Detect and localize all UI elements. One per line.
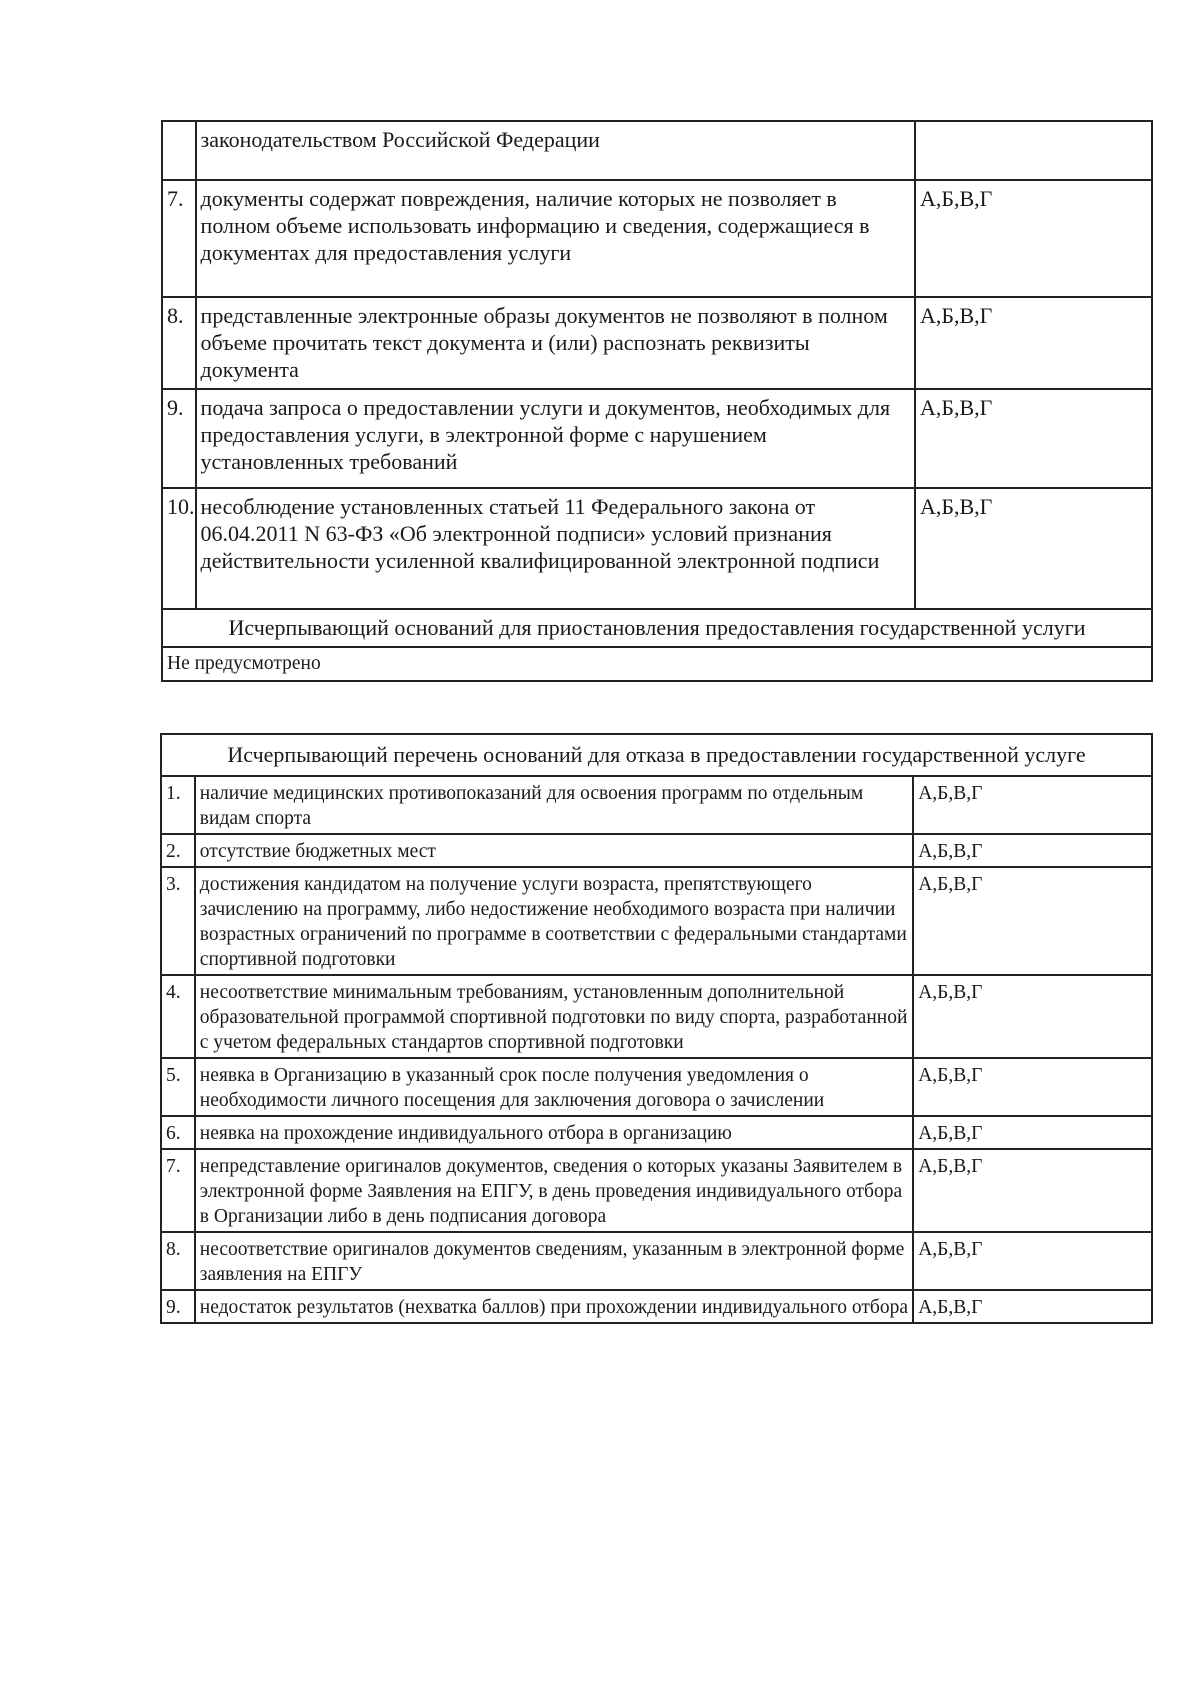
row-text-cell: неявка на прохождение индивидуального отбора в организацию bbox=[195, 1116, 913, 1149]
row-text-cell: несоответствие оригиналов документов сведениям, указанным в электронной форме заявления на ЕПГУ bbox=[195, 1232, 913, 1290]
row-text-cell: достижения кандидатом на получение услуги возраста, препятствующего зачислению на программу, либо недостижение необходимого возраста при наличии возрастных ограничений по программе в соответствии с федеральными стандартами спортивной подготовки bbox=[195, 867, 913, 975]
row-number-cell: 4. bbox=[161, 975, 195, 1058]
suspension-heading: Исчерпывающий оснований для приостановления предоставления государственной услуги bbox=[162, 609, 1152, 647]
row-number-cell: 3. bbox=[161, 867, 195, 975]
table-row bbox=[162, 180, 1152, 297]
row-codes-cell: А,Б,В,Г bbox=[915, 297, 1152, 389]
row-number-cell: 8. bbox=[162, 297, 196, 389]
row-number-cell: 9. bbox=[162, 389, 196, 488]
row-text-cell: несоблюдение установленных статьей 11 Федерального закона от 06.04.2011 N 63-ФЗ «Об электронной подписи» условий признания действительности усиленной квалифицированной электронной подписи bbox=[196, 488, 915, 609]
table-row bbox=[161, 1149, 1152, 1232]
table-row bbox=[161, 1116, 1152, 1149]
row-number-cell: 7. bbox=[161, 1149, 195, 1232]
row-codes-cell: А,Б,В,Г bbox=[913, 1290, 1152, 1323]
refusal-grounds-table bbox=[160, 733, 1153, 1324]
table-row bbox=[162, 297, 1152, 389]
row-text-cell: документы содержат повреждения, наличие которых не позволяет в полном объеме использовать информацию и сведения, содержащиеся в документах для предоставления услуги bbox=[196, 180, 915, 297]
row-text-cell: представленные электронные образы документов не позволяют в полном объеме прочитать текст документа и (или) распознать реквизиты документа bbox=[196, 297, 915, 389]
row-text-cell: законодательством Российской Федерации bbox=[196, 121, 915, 180]
table-row bbox=[161, 1058, 1152, 1116]
table-row bbox=[161, 1290, 1152, 1323]
row-text-cell: несоответствие минимальным требованиям, установленным дополнительной образовательной программой спортивной подготовки по виду спорта, разработанной с учетом федеральных стандартов спортивной подготовки bbox=[195, 975, 913, 1058]
row-codes-cell: А,Б,В,Г bbox=[913, 1116, 1152, 1149]
row-number-cell: 10. bbox=[162, 488, 196, 609]
row-codes-cell: А,Б,В,Г bbox=[913, 776, 1152, 834]
table-row bbox=[161, 776, 1152, 834]
row-number-cell: 7. bbox=[162, 180, 196, 297]
row-text-cell: непредставление оригиналов документов, сведения о которых указаны Заявителем в электронной форме Заявления на ЕПГУ, в день проведения индивидуального отбора в Организации либо в день подписания договора bbox=[195, 1149, 913, 1232]
table-row bbox=[162, 647, 1152, 681]
row-number-cell: 5. bbox=[161, 1058, 195, 1116]
table-row bbox=[161, 867, 1152, 975]
row-codes-cell: А,Б,В,Г bbox=[913, 1232, 1152, 1290]
row-codes-cell: А,Б,В,Г bbox=[915, 488, 1152, 609]
row-codes-cell: А,Б,В,Г bbox=[913, 975, 1152, 1058]
table-row bbox=[162, 488, 1152, 609]
suspension-text: Не предусмотрено bbox=[162, 647, 1152, 681]
grounds-table-top bbox=[161, 120, 1153, 682]
row-codes-cell: А,Б,В,Г bbox=[913, 834, 1152, 867]
row-text-cell: подача запроса о предоставлении услуги и документов, необходимых для предоставления услуги, в электронной форме с нарушением установленных требований bbox=[196, 389, 915, 488]
row-codes-cell: А,Б,В,Г bbox=[913, 1058, 1152, 1116]
row-text-cell: недостаток результатов (нехватка баллов) при прохождении индивидуального отбора bbox=[195, 1290, 913, 1323]
table-row bbox=[161, 834, 1152, 867]
row-codes-cell: А,Б,В,Г bbox=[913, 867, 1152, 975]
table-row bbox=[161, 975, 1152, 1058]
row-codes-cell: А,Б,В,Г bbox=[915, 389, 1152, 488]
row-number-cell: 1. bbox=[161, 776, 195, 834]
row-codes-cell bbox=[915, 121, 1152, 180]
table-row bbox=[162, 389, 1152, 488]
refusal-heading: Исчерпывающий перечень оснований для отказа в предоставлении государственной услуге bbox=[161, 734, 1152, 776]
table-row bbox=[162, 609, 1152, 647]
row-number-cell: 6. bbox=[161, 1116, 195, 1149]
row-number-cell: 2. bbox=[161, 834, 195, 867]
table-row bbox=[162, 121, 1152, 180]
row-text-cell: наличие медицинских противопоказаний для освоения программ по отдельным видам спорта bbox=[195, 776, 913, 834]
row-number-cell: 8. bbox=[161, 1232, 195, 1290]
row-text-cell: отсутствие бюджетных мест bbox=[195, 834, 913, 867]
row-codes-cell: А,Б,В,Г bbox=[913, 1149, 1152, 1232]
row-number-cell: 9. bbox=[161, 1290, 195, 1323]
table-row bbox=[161, 1232, 1152, 1290]
row-text-cell: неявка в Организацию в указанный срок после получения уведомления о необходимости личного посещения для заключения договора о зачислении bbox=[195, 1058, 913, 1116]
row-codes-cell: А,Б,В,Г bbox=[915, 180, 1152, 297]
table-row bbox=[161, 734, 1152, 776]
row-number-cell bbox=[162, 121, 196, 180]
